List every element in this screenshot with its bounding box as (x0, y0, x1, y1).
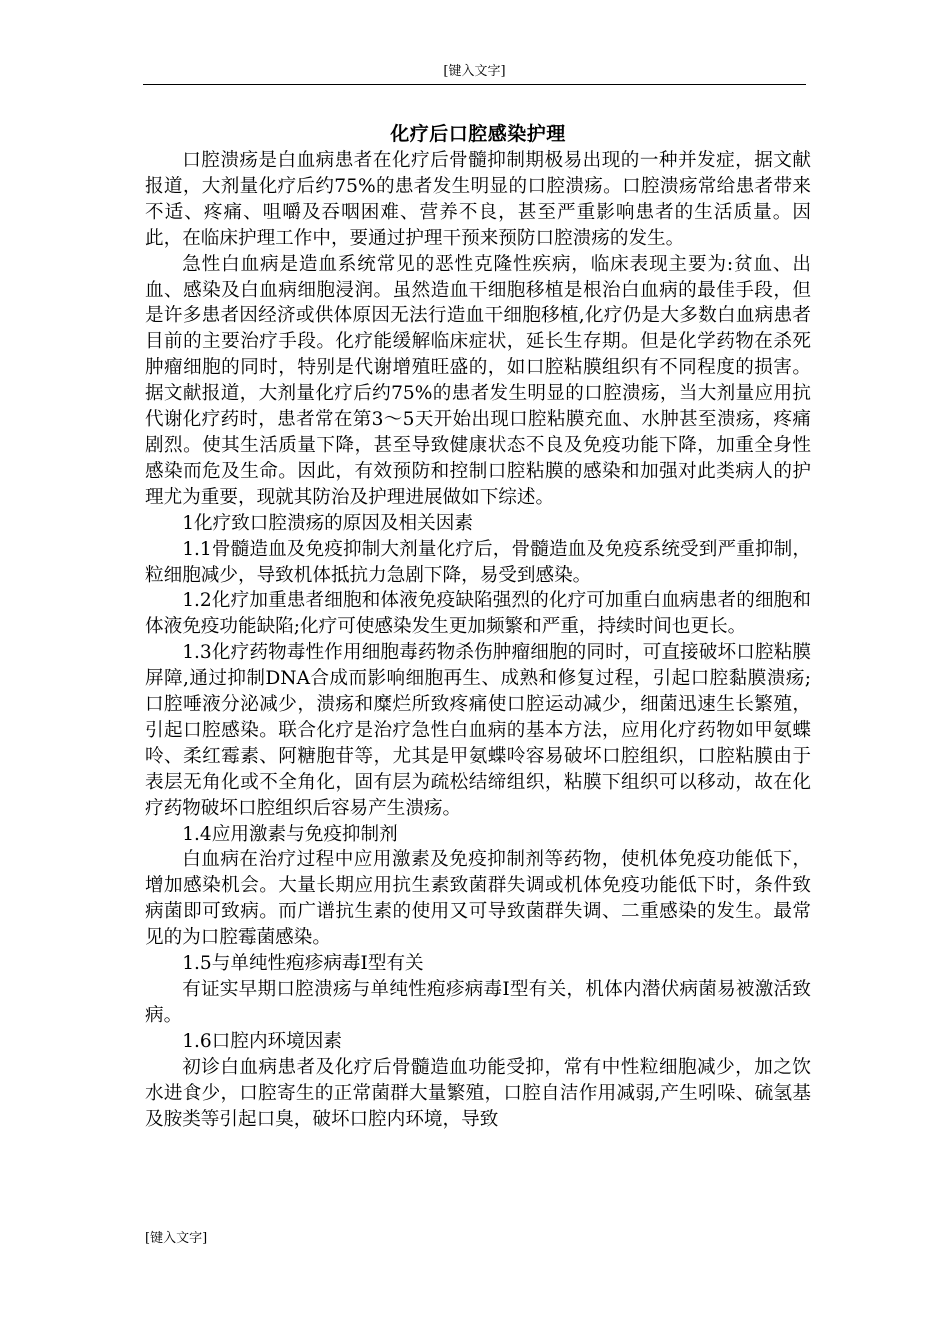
paragraph-1-1: 1.1骨髓造血及免疫抑制大剂量化疗后，骨髓造血及免疫系统受到严重抑制，粒细胞减少，导致机体抵抗力急剧下降，易受到感染。 (145, 538, 811, 586)
paragraph-1-5: 有证实早期口腔溃疡与单纯性疱疹病毒I型有关，机体内潜伏病菌易被激活致病。 (145, 979, 811, 1026)
paragraph-intro: 口腔溃疡是白血病患者在化疗后骨髓抑制期极易出现的一种并发症，据文献报道，大剂量化疗后约75%的患者发生明显的口腔溃疡。口腔溃疡常给患者带来不适、疼痛、咀嚼及吞咽困难、营养不良，甚至严重影响患者的生活质量。因此，在临床护理工作中，要通过护理干预来预防口腔溃疡的发生。 (145, 150, 811, 249)
section-heading-1-4: 1.4应用激素与免疫抑制剂 (182, 823, 398, 845)
document-body (145, 120, 811, 1132)
page-footer: [键入文字] (145, 1231, 208, 1246)
document-title: 化疗后口腔感染护理 (390, 123, 566, 145)
page-header: [键入文字] (143, 62, 806, 85)
paragraph-1-3: 1.3化疗药物毒性作用细胞毒药物杀伤肿瘤细胞的同时，可直接破坏口腔粘膜屏障,通过抑制DNA合成而影响细胞再生、成熟和修复过程，引起口腔黏膜溃疡;口腔唾液分泌减少，溃疡和糜烂所致疼痛使口腔运动减少，细菌迅速生长繁殖，引起口腔感染。联合化疗是治疗急性白血病的基本方法，应用化疗药物如甲氨蝶呤、柔红霉素、阿糖胞苷等，尤其是甲氨蝶呤容易破坏口腔组织，口腔粘膜由于表层无角化或不全角化，固有层为疏松结缔组织，粘膜下组织可以移动，故在化疗药物破坏口腔组织后容易产生溃疡。 (145, 642, 811, 819)
section-heading-1-6: 1.6口腔内环境因素 (182, 1030, 342, 1052)
paragraph-background: 急性白血病是造血系统常见的恶性克隆性疾病，临床表现主要为:贫血、出血、感染及白血病细胞浸润。虽然造血干细胞移植是根治白血病的最佳手段，但是许多患者因经济或供体原因无法行造血干细胞移植,化疗仍是大多数白血病患者目前的主要治疗手段。化疗能缓解临床症状，延长生存期。但是化学药物在杀死肿瘤细胞的同时，特别是代谢增殖旺盛的，如口腔粘膜组织有不同程度的损害。据文献报道，大剂量化疗后约75%的患者发生明显的口腔溃疡，当大剂量应用抗代谢化疗药时，患者常在第3～5天开始出现口腔粘膜充血、水肿甚至溃疡，疼痛剧烈。使其生活质量下降，甚至导致健康状态不良及免疫功能下降，加重全身性感染而危及生命。因此，有效预防和控制口腔粘膜的感染和加强对此类病人的护理尤为重要，现就其防治及护理进展做如下综述。 (145, 253, 811, 508)
paragraph-1-4: 白血病在治疗过程中应用激素及免疫抑制剂等药物，使机体免疫功能低下，增加感染机会。大量长期应用抗生素致菌群失调或机体免疫功能低下时，条件致病菌即可致病。而广谱抗生素的使用又可导致菌群失调、二重感染的发生。最常见的为口腔霉菌感染。 (145, 849, 811, 949)
paragraph-1-2: 1.2化疗加重患者细胞和体液免疫缺陷强烈的化疗可加重白血病患者的细胞和体液免疫功能缺陷;化疗可使感染发生更加频繁和严重，持续时间也更长。 (145, 590, 811, 638)
section-heading-1: 1化疗致口腔溃疡的原因及相关因素 (182, 512, 473, 534)
section-heading-1-5: 1.5与单纯性疱疹病毒I型有关 (182, 953, 424, 975)
paragraph-1-6: 初诊白血病患者及化疗后骨髓造血功能受抑，常有中性粒细胞减少，加之饮水进食少，口腔寄生的正常菌群大量繁殖，口腔自洁作用减弱,产生吲哚、硫氢基及胺类等引起口臭，破坏口腔内环境，导致 (145, 1056, 811, 1130)
